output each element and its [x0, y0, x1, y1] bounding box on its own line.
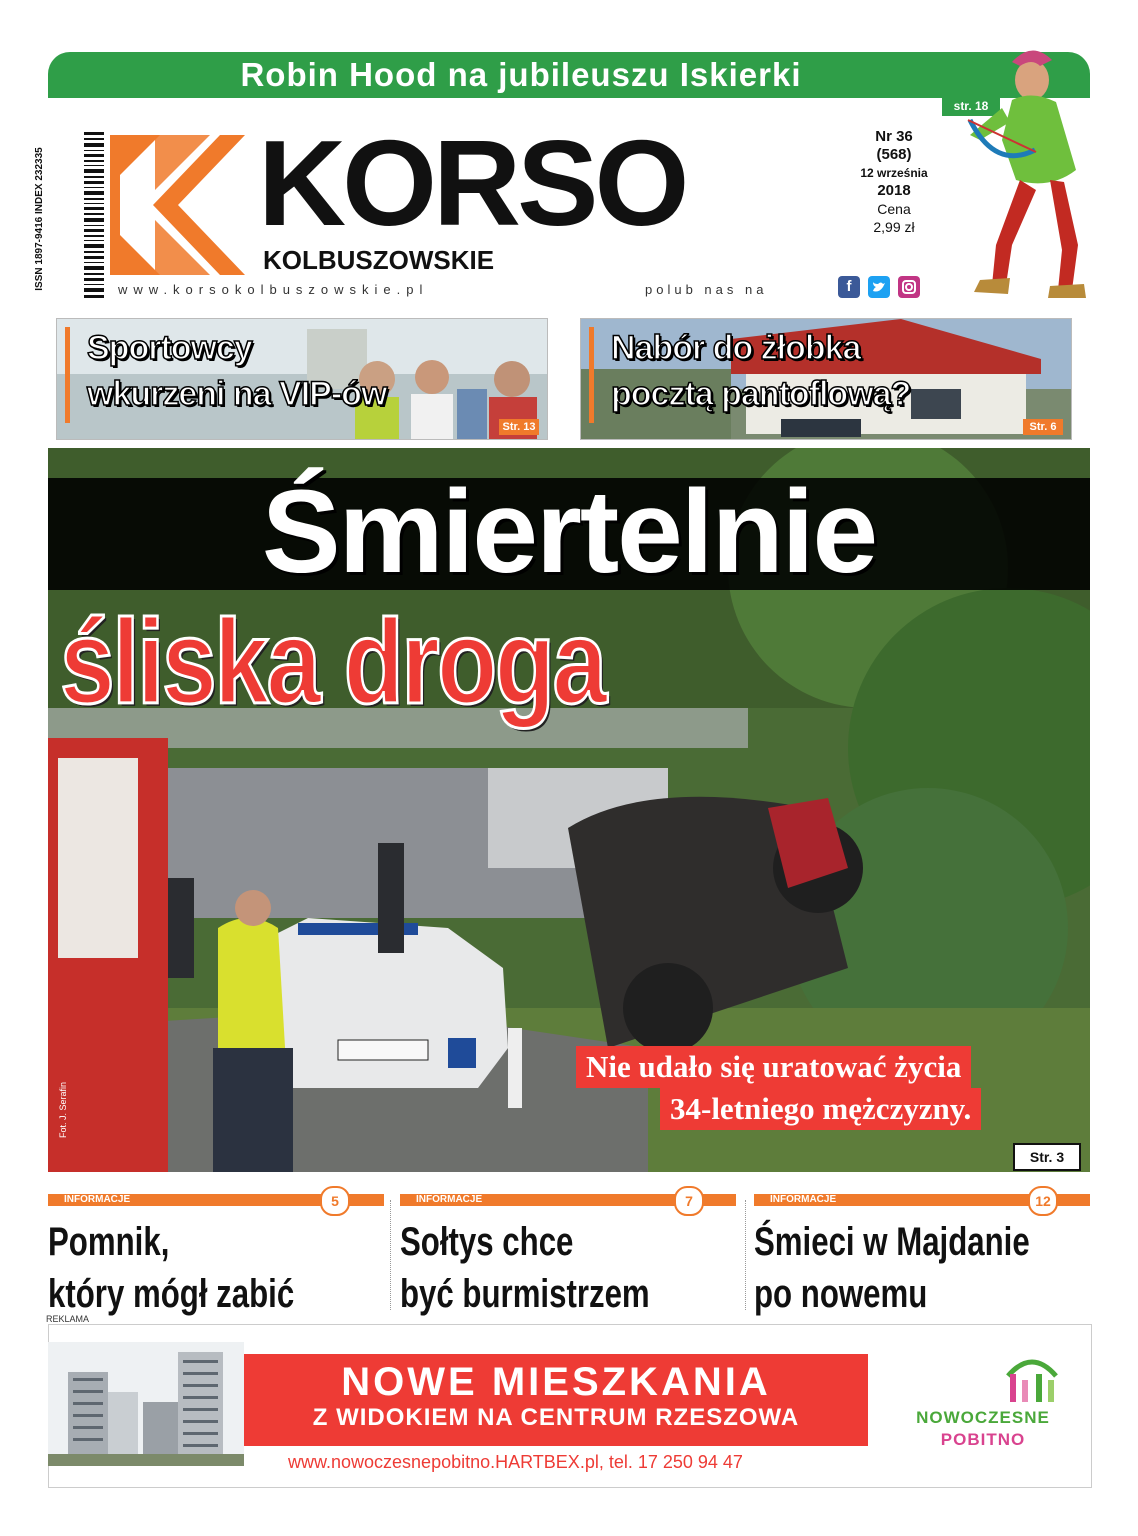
info-title-line1: Pomnik, — [48, 1220, 170, 1264]
logo-subtitle: KOLBUSZOWSKIE — [263, 245, 495, 275]
main-story-page: Str. 3 — [1013, 1143, 1081, 1171]
main-headline-line1[interactable]: Śmiertelnie — [261, 466, 877, 598]
info-title-line2: który mógł zabić — [48, 1272, 295, 1316]
website-link[interactable]: www.korsokolbuszowskie.pl — [118, 282, 429, 297]
issue-year: 2018 — [877, 182, 911, 199]
issue-info — [860, 128, 928, 236]
info-title[interactable] — [400, 1216, 650, 1320]
issue-date: 12 września — [860, 166, 928, 180]
main-headline-line2[interactable]: śliska droga — [60, 595, 605, 729]
info-title-line1: Sołtys chce — [400, 1220, 574, 1264]
issn-label: ISSN 1897-9416 INDEX 232335 — [34, 147, 45, 291]
column-divider — [745, 1200, 746, 1310]
logo-mark-icon — [110, 135, 245, 275]
teaser-sport[interactable] — [56, 318, 548, 440]
ad-brand-line2: POBITNO — [940, 1430, 1026, 1449]
price-label: Cena — [877, 201, 911, 217]
instagram-icon[interactable] — [898, 276, 920, 298]
teaser-accent — [589, 327, 594, 423]
info-page-number: 12 — [1028, 1186, 1058, 1216]
teaser-sport-line1: Sportowcy — [87, 329, 252, 367]
banner-page-ref: str. 18 — [942, 96, 1000, 116]
photo-credit: Fot. J. Serafin — [58, 1081, 68, 1138]
info-page-number: 7 — [674, 1186, 704, 1216]
ad-label: REKLAMA — [46, 1314, 90, 1324]
teaser-nursery-line2: pocztą pantoflową? — [611, 375, 911, 413]
teaser-accent — [65, 327, 70, 423]
teaser-nursery-line1: Nabór do żłobka — [611, 329, 861, 367]
column-divider — [390, 1200, 391, 1310]
teaser-sport-title[interactable] — [87, 325, 386, 417]
robin-hood-figure — [940, 40, 1100, 302]
ad-brand-logo-icon — [1000, 1348, 1064, 1404]
info-title[interactable] — [48, 1216, 294, 1320]
main-subhead-line1: Nie udało się uratować życia — [576, 1046, 971, 1088]
info-label: INFORMACJE — [770, 1194, 837, 1205]
price: 2,99 zł — [873, 219, 915, 235]
issue-number: Nr 36 — [875, 128, 913, 145]
teaser-sport-page: Str. 13 — [499, 419, 539, 435]
ad-headline: NOWE MIESZKANIA — [341, 1360, 771, 1404]
info-label: INFORMACJE — [64, 1194, 131, 1205]
facebook-icon[interactable]: f — [838, 276, 860, 298]
social-prompt: polub nas na — [645, 282, 768, 297]
ad-url[interactable]: www.nowoczesnepobitno.HARTBEX.pl, tel. 17 250 94 47 — [288, 1452, 743, 1472]
issue-total: (568) — [876, 146, 912, 163]
main-subhead-line2: 34-letniego mężczyzny. — [660, 1088, 981, 1130]
banner-headline[interactable]: Robin Hood na jubileuszu Iskierki — [240, 56, 802, 93]
teaser-sport-line2: wkurzeni na VIP-ów — [87, 375, 387, 413]
info-title-line1: Śmieci w Majdanie — [754, 1220, 1030, 1264]
teaser-nursery-title[interactable] — [611, 325, 910, 417]
teaser-nursery-page: Str. 6 — [1023, 419, 1063, 435]
barcode — [44, 132, 106, 302]
info-title-line2: po nowemu — [754, 1272, 928, 1316]
info-label: INFORMACJE — [416, 1194, 483, 1205]
ad-brand-line1: NOWOCZESNE — [916, 1408, 1050, 1427]
info-title[interactable] — [754, 1216, 1030, 1320]
ad-building-image — [48, 1342, 244, 1466]
twitter-icon[interactable] — [868, 276, 890, 298]
ad-subheadline: Z WIDOKIEM NA CENTRUM RZESZOWA — [312, 1404, 800, 1431]
info-title-line2: być burmistrzem — [400, 1272, 650, 1316]
teaser-nursery[interactable] — [580, 318, 1072, 440]
logo-title[interactable]: KORSO — [258, 115, 686, 251]
info-page-number: 5 — [320, 1186, 350, 1216]
